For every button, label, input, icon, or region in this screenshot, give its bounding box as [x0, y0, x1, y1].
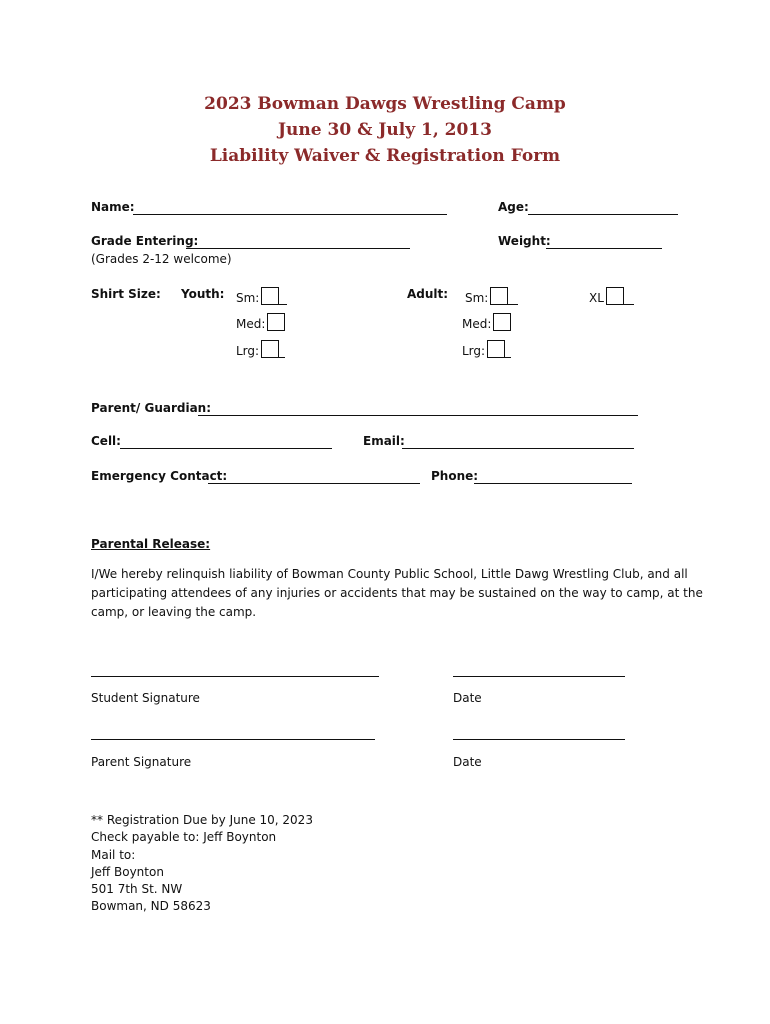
- youth-sm-checkbox[interactable]: [261, 287, 279, 305]
- mail-street: 501 7th St. NW: [91, 882, 183, 896]
- youth-med-option: [236, 313, 285, 331]
- adult-lrg-option: [462, 340, 511, 358]
- student-signature-label: Student Signature: [91, 691, 200, 705]
- mail-name: Jeff Boynton: [91, 865, 164, 879]
- adult-sm-checkbox[interactable]: [490, 287, 508, 305]
- name-label: Name:: [91, 200, 135, 214]
- name-field[interactable]: [133, 214, 447, 215]
- email-field[interactable]: [402, 448, 634, 449]
- youth-lrg-label: Lrg:: [236, 344, 260, 358]
- student-date-label: Date: [453, 691, 482, 705]
- age-label: Age:: [498, 200, 529, 214]
- release-text-line-3: camp, or leaving the camp.: [91, 605, 257, 619]
- parent-signature-label: Parent Signature: [91, 755, 192, 769]
- youth-lrg-checkbox[interactable]: [261, 340, 279, 358]
- release-text-line-1: I/We hereby relinquish liability of Bowman County Public School, Little Dawg Wrestling Club, and all: [91, 567, 688, 581]
- adult-lrg-label: Lrg:: [462, 344, 486, 358]
- parent-signature-line[interactable]: [91, 739, 375, 740]
- cell-field[interactable]: [120, 448, 332, 449]
- parent-date-line[interactable]: [453, 739, 625, 740]
- adult-med-checkbox[interactable]: [493, 313, 511, 331]
- youth-med-label: Med:: [236, 317, 266, 331]
- parent-guardian-label: Parent/ Guardian:: [91, 401, 212, 415]
- check-payable: Check payable to: Jeff Boynton: [91, 830, 277, 844]
- title-line-2: June 30 & July 1, 2013: [278, 120, 492, 140]
- phone-label: Phone:: [431, 469, 479, 483]
- release-text-line-2: participating attendees of any injuries or accidents that may be sustained on the way to camp, at the: [91, 586, 703, 600]
- emergency-contact-field[interactable]: [208, 483, 420, 484]
- parental-release-heading: Parental Release:: [91, 537, 211, 551]
- emergency-contact-label: Emergency Contact:: [91, 469, 228, 483]
- mail-city: Bowman, ND 58623: [91, 899, 211, 913]
- youth-label: Youth:: [181, 287, 225, 301]
- adult-sm-option: [465, 287, 518, 305]
- cell-label: Cell:: [91, 434, 121, 448]
- parent-date-label: Date: [453, 755, 482, 769]
- student-signature-line[interactable]: [91, 676, 379, 677]
- parent-guardian-field[interactable]: [198, 415, 638, 416]
- grade-note: (Grades 2-12 welcome): [91, 252, 232, 266]
- adult-med-label: Med:: [462, 317, 492, 331]
- youth-lrg-option: [236, 340, 285, 358]
- adult-xl-checkbox[interactable]: [606, 287, 624, 305]
- weight-label: Weight:: [498, 234, 551, 248]
- title-line-1: 2023 Bowman Dawgs Wrestling Camp: [204, 94, 566, 114]
- age-field[interactable]: [528, 214, 678, 215]
- grade-label: Grade Entering:: [91, 234, 199, 248]
- shirt-size-label: Shirt Size:: [91, 287, 161, 301]
- grade-field[interactable]: [186, 248, 410, 249]
- registration-due: ** Registration Due by June 10, 2023: [91, 813, 313, 827]
- phone-field[interactable]: [474, 483, 632, 484]
- youth-sm-option: [236, 287, 287, 305]
- youth-med-checkbox[interactable]: [267, 313, 285, 331]
- weight-field[interactable]: [546, 248, 662, 249]
- adult-lrg-checkbox[interactable]: [487, 340, 505, 358]
- email-label: Email:: [363, 434, 405, 448]
- title-line-3: Liability Waiver & Registration Form: [209, 146, 561, 166]
- adult-med-option: [462, 313, 511, 331]
- adult-xl-label: XL: [589, 291, 604, 305]
- student-date-line[interactable]: [453, 676, 625, 677]
- adult-label: Adult:: [407, 287, 449, 301]
- mail-to-label: Mail to:: [91, 848, 136, 862]
- youth-sm-label: Sm:: [236, 291, 260, 305]
- adult-xl-option: [589, 287, 634, 305]
- adult-sm-label: Sm:: [465, 291, 489, 305]
